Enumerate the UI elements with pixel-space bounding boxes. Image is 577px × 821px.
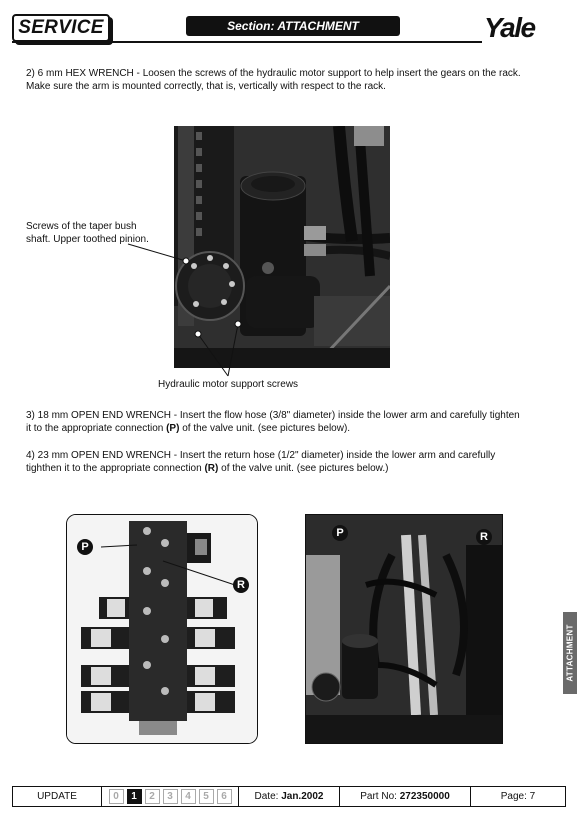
footer-date-value: Jan.2002 (281, 791, 324, 802)
step-4-text (26, 449, 556, 475)
step-4-line2a: tighthen it to the appropriate connection (26, 463, 205, 474)
update-box-2: 2 (145, 789, 160, 804)
step-3-text (26, 409, 556, 435)
valve-unit-photo (66, 514, 258, 744)
service-badge: SERVICE (12, 14, 110, 42)
footer-date (239, 787, 340, 806)
update-box-0: 0 (109, 789, 124, 804)
step-3-connection-p: (P) (166, 423, 180, 434)
taper-leader-line (128, 244, 186, 261)
section-title: Section: ATTACHMENT (186, 16, 400, 36)
step-4-lead: 4) 23 mm OPEN END WRENCH - (26, 450, 178, 461)
update-box-6: 6 (217, 789, 232, 804)
connection-r-label: R (233, 577, 249, 593)
update-box-4: 4 (181, 789, 196, 804)
support-dot-right (235, 321, 241, 327)
step-4-connection-r: (R) (204, 463, 219, 474)
step-4-line1: Insert the return hose (1/2" diameter) inside the lower arm and carefully (179, 450, 496, 461)
step-3-line2a: it to the appropriate connection (26, 423, 167, 434)
update-box-5: 5 (199, 789, 214, 804)
attachment-side-tab (563, 612, 577, 694)
footer-part-number (340, 787, 471, 806)
taper-bush-callout-line2: shaft. Upper toothed pinion. (26, 234, 149, 245)
step-3-line2c: of the valve unit. (see pictures below). (179, 423, 351, 434)
footer-part-label: Part No: (360, 791, 397, 802)
step-3-line1: Insert the flow hose (3/8" diameter) inside the lower arm and carefully tighten (179, 410, 520, 421)
valve-unit-illustration (67, 515, 257, 743)
step-2-lead: 2) 6 mm HEX WRENCH - (26, 68, 140, 79)
update-box-3: 3 (163, 789, 178, 804)
connection-p-label-2: P (332, 525, 348, 541)
update-sequence (102, 787, 239, 806)
hose-installation-photo (305, 514, 503, 744)
taper-leader-dot (183, 258, 189, 264)
footer-bar (12, 786, 566, 807)
update-box-1: 1 (127, 789, 142, 804)
step-3-lead: 3) 18 mm OPEN END WRENCH - (26, 410, 178, 421)
step-4-line2c: of the valve unit. (see pictures below.) (218, 463, 389, 474)
step-2-line2: Make sure the arm is mounted correctly, that is, vertically with respect to the rack. (26, 81, 386, 92)
connection-r-label-2: R (476, 529, 492, 545)
footer-page (471, 787, 565, 806)
footer-part-value: 272350000 (399, 791, 450, 802)
support-screws-callout: Hydraulic motor support screws (158, 379, 299, 390)
side-tab-label: ATTACHMENT (565, 624, 575, 682)
support-leader-left (198, 334, 228, 376)
support-dot-left (195, 331, 201, 337)
footer-page-label: Page: (500, 791, 527, 802)
yale-logo: Yale (484, 12, 535, 43)
support-leader-right (228, 324, 238, 376)
footer-page-value: 7 (529, 791, 536, 802)
connection-p-label: P (77, 539, 93, 555)
footer-update: UPDATE (13, 787, 102, 806)
taper-bush-callout-line1: Screws of the taper bush (26, 221, 137, 232)
footer-date-label: Date: (254, 791, 279, 802)
step-2-line1: Loosen the screws of the hydraulic motor support to help insert the gears on the rack. (142, 68, 521, 79)
hose-installation-illustration (306, 515, 502, 743)
